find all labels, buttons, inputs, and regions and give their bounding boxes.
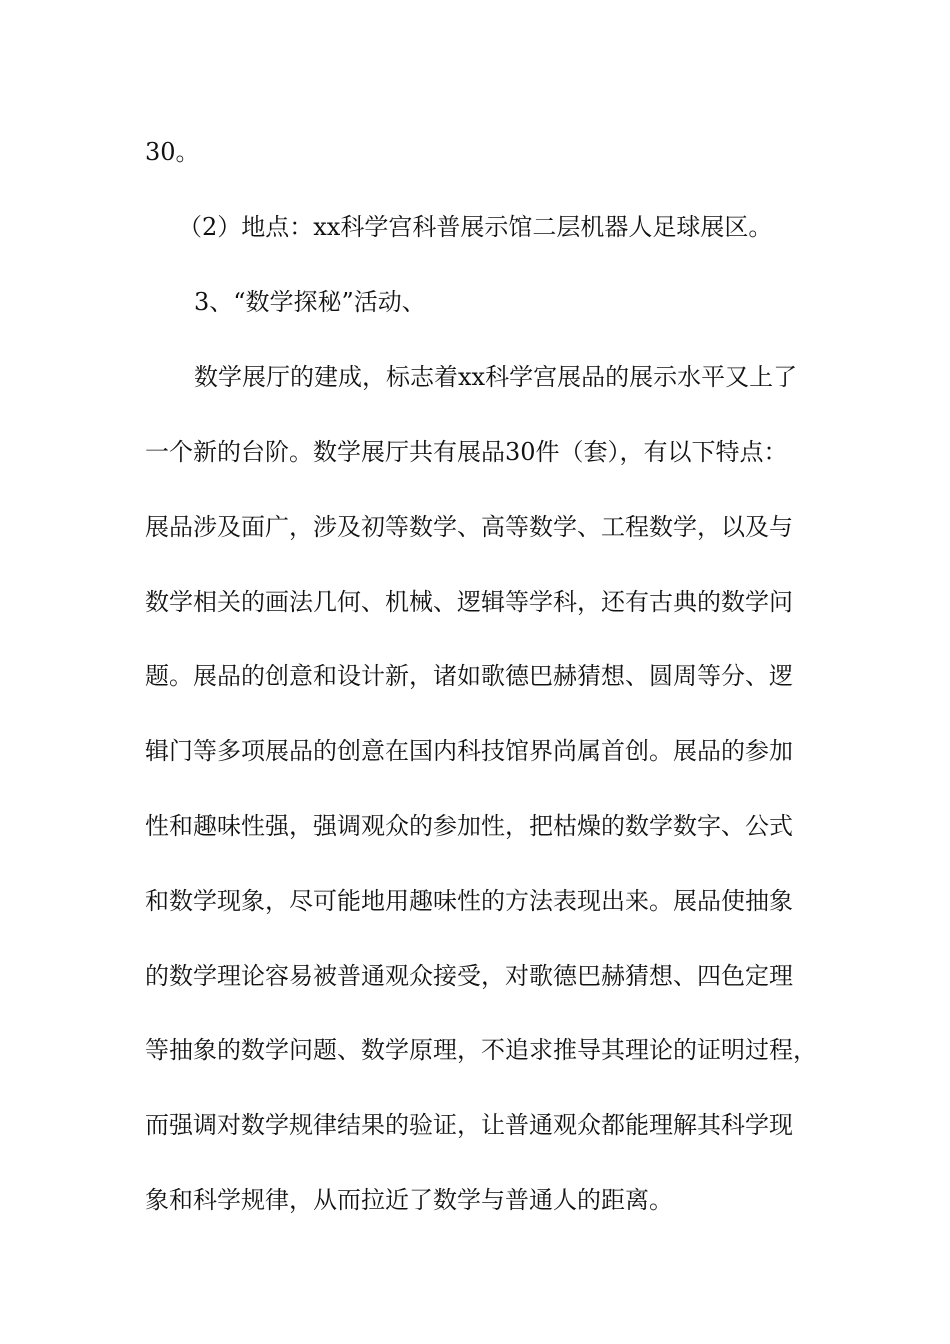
section-heading-3: 3、“数学探秘”活动、	[194, 288, 426, 316]
paragraph-line-4: 数学相关的画法几何、机械、逻辑等学科，还有古典的数学问	[145, 588, 793, 616]
text-line-2: （2）地点：xx科学宫科普展示馆二层机器人足球展区。	[178, 213, 773, 241]
paragraph-line-3: 展品涉及面广，涉及初等数学、高等数学、工程数学，以及与	[145, 513, 793, 541]
paragraph-line-2: 一个新的台阶。数学展厅共有展品30件（套），有以下特点：	[145, 438, 788, 466]
paragraph-line-7: 性和趣味性强，强调观众的参加性，把枯燥的数学数字、公式	[145, 812, 793, 840]
paragraph-line-11: 而强调对数学规律结果的验证，让普通观众都能理解其科学现	[145, 1111, 793, 1139]
text-line-1: 30。	[145, 138, 200, 166]
paragraph-line-10: 等抽象的数学问题、数学原理，不追求推导其理论的证明过程，	[145, 1036, 817, 1064]
paragraph-line-8: 和数学现象，尽可能地用趣味性的方法表现出来。展品使抽象	[145, 887, 793, 915]
paragraph-line-9: 的数学理论容易被普通观众接受，对歌德巴赫猜想、四色定理	[145, 962, 793, 990]
paragraph-line-5: 题。展品的创意和设计新，诸如歌德巴赫猜想、圆周等分、逻	[145, 662, 793, 690]
paragraph-line-1: 数学展厅的建成，标志着xx科学宫展品的展示水平又上了	[194, 363, 798, 391]
paragraph-line-12: 象和科学规律，从而拉近了数学与普通人的距离。	[145, 1186, 673, 1214]
paragraph-line-6: 辑门等多项展品的创意在国内科技馆界尚属首创。展品的参加	[145, 737, 793, 765]
